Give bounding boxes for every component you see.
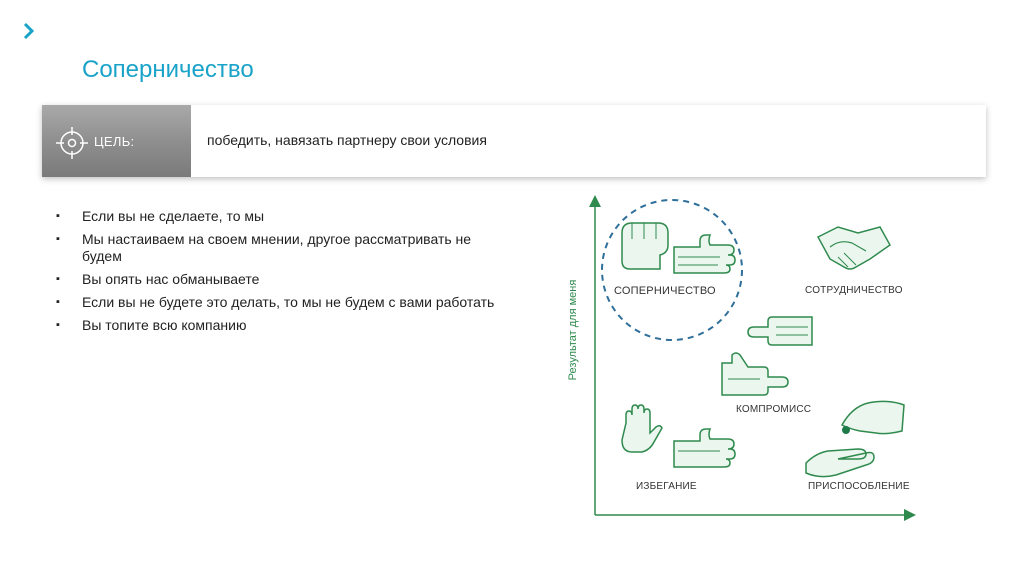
quadrant-label-rivalry: СОПЕРНИЧЕСТВО <box>614 285 716 297</box>
pointing-hand-icon <box>722 353 788 395</box>
open-hand-icon <box>674 429 735 467</box>
goal-label: ЦЕЛЬ: <box>94 134 135 149</box>
goal-tag <box>42 105 191 177</box>
page-title: Соперничество <box>82 56 254 83</box>
bullet-item: ▪ Если вы не будете это делать, то мы не будем с вами работать <box>56 294 496 311</box>
strategy-diagram <box>560 195 920 525</box>
bullet-item: ▪ Мы настаиваем на своем мнении, другое рассматривать не будем <box>56 231 496 265</box>
bullet-item: ▪ Если вы не сделаете, то мы <box>56 208 496 225</box>
raised-palm-icon <box>622 405 662 452</box>
coin-icon <box>842 426 850 434</box>
goal-box <box>42 105 986 177</box>
quadrant-label-avoidance: ИЗБЕГАНИЕ <box>636 481 697 492</box>
y-axis-label: Результат для меня <box>567 279 579 381</box>
handshake-icon <box>818 227 890 269</box>
quadrant-label-cooperation: СОТРУДНИЧЕСТВО <box>805 285 903 296</box>
target-icon <box>54 125 90 161</box>
chevron-right-icon <box>22 22 38 40</box>
fist-icon <box>622 223 668 269</box>
quadrant-label-compromise: КОМПРОМИСС <box>736 404 812 415</box>
bullet-list <box>56 208 496 340</box>
pointing-hand-icon <box>748 317 812 345</box>
goal-text: победить, навязать партнеру свои условия <box>207 132 487 148</box>
quadrant-label-accommodation: ПРИСПОСОБЛЕНИЕ <box>808 481 910 492</box>
open-hand-icon <box>674 235 735 273</box>
receiving-hand-icon <box>806 449 874 477</box>
bullet-item: ▪ Вы опять нас обманываете <box>56 271 496 288</box>
giving-hand-icon <box>842 401 904 434</box>
bullet-item: ▪ Вы топите всю компанию <box>56 317 496 334</box>
